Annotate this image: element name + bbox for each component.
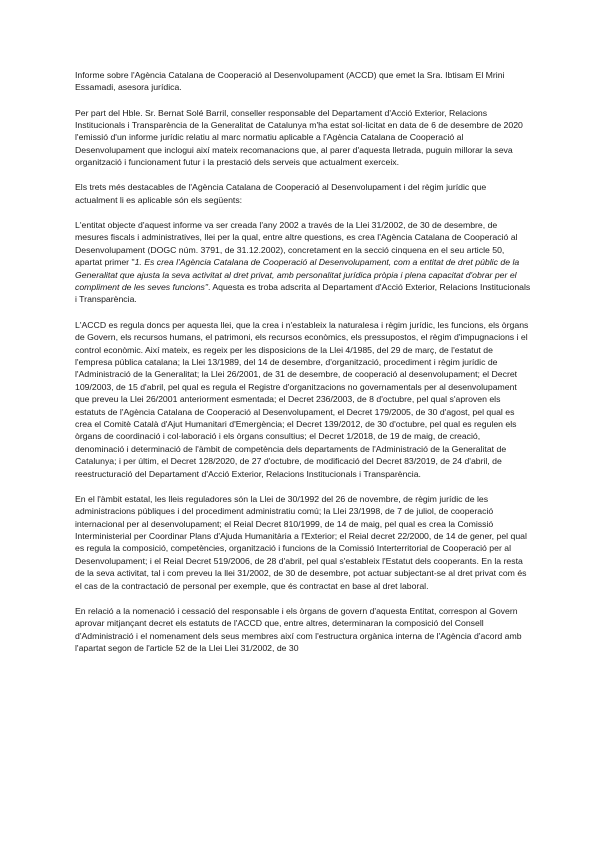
creation-quote: 1. Es crea l'Agència Catalana de Cooperació al Desenvolupament, com a entitat de dret públic de la Generalitat que ajusta la seva activitat al dret privat, amb personalitat jurídica pròpia i plena capacitat d'obrar per el compliment de les seves funcions" xyxy=(75,257,520,293)
creation-text-b: . Aquesta es troba adscrita al Departament d'Acció Exterior, Relacions Institucionals i Transparència. xyxy=(75,282,531,305)
features-intro-paragraph: Els trets més destacables de l'Agència Catalana de Cooperació al Desenvolupament i del règim jurídic que actualment li es aplicable són els següents: xyxy=(75,182,487,205)
state-regulation-paragraph: En el l'àmbit estatal, les lleis reguladores són la Llei de 30/1992 del 26 de novembre, de règim jurídic de les administracions públiques i del procediment administratiu comú; la Llei 23/1998, de 7 de juliol, de cooperació internacional per al desenvolupament; el Reial Decret 810/1999, de 14 de maig, pel qual es crea la Comissió Interministerial per Coordinar Plans d'Ajuda Humanitària a l'Exterior; el Reial decret 22/2000, de 14 de gener, pel qual es regula la composició, competències, organització i funcions de la Comissió Interterritorial de Cooperació per al Desenvolupament; i el Reial Decret 519/2006, de 28 d'abril, pel qual s'estableix l'Estatut dels cooperants. En la resta de la seva activitat, tal i com preveu la llei 31/2002, de 30 de desembre, pot actuar subjectant-se al dret privat com és el cas de la contractació de personal per exemple, que és contractat en base al dret laboral. xyxy=(75,493,527,591)
creation-paragraph xyxy=(75,219,531,306)
intro-paragraph: Informe sobre l'Agència Catalana de Cooperació al Desenvolupament (ACCD) que emet la Sra. Ibtisam El Mrini Essamadi, asesora jurídica. xyxy=(75,70,505,93)
document-body xyxy=(75,69,531,667)
governance-paragraph: En relació a la nomenació i cessació del responsable i els òrgans de govern d'aquesta Entitat, correspon al Govern aprovar mitjançant decret els estatuts de l'ACCD que, entre altres, determinaran la composició del Consell d'Administració i el nomenament dels seus membres així com l'estructura orgànica interna de l'Agència d'acord amb l'apartat segon de l'article 52 de la Llei Llei 31/2002, de 30 xyxy=(75,605,522,654)
request-paragraph: Per part del Hble. Sr. Bernat Solé Barril, conseller responsable del Departament d'Acció Exterior, Relacions Institucionals i Transparència de la Generalitat de Catalunya m'ha estat sol·licitat en data de 6 de desembre de 2020 l'emissió d'un informe jurídic relatiu al marc normatiu aplicable a l'Agència Catalana de Cooperació al Desenvolupament que inclogui així mateix recomanacions que, al parer d'aquesta lletrada, puguin millorar la seva organització i funcionament futur i la prestació dels serveis que actualment exerceix. xyxy=(75,107,523,168)
creation-text-a: L'entitat objecte d'aquest informe va ser creada l'any 2002 a través de la Llei 31/2002, de 30 de desembre, de mesures fiscals i administratives, llei per la qual, entre altre questions, es crea l'Agència Catalana de Cooperació al Desenvolupament (DOGC núm. 3791, de 31.12.2002), concretament en la secció cinquena en el seu article 50, apartat primer " xyxy=(75,220,518,268)
regulation-paragraph: L'ACCD es regula doncs per aquesta llei, que la crea i n'estableix la naturalesa i règim jurídic, les funcions, els òrgans de Govern, els recursos humans, el patrimoni, els recursos econòmics, els pressupostos, el règim d'impugnacions i el control econòmic. Així mateix, es regeix per les disposicions de la Llei 4/1985, del 29 de març, de l'estatut de l'empresa pública catalana; la Llei 13/1989, del 14 de desembre, d'organització, procediment i règim jurídic de l'Administració de la Generalitat; la Llei 26/2001, de 31 de desembre, de cooperació al desenvolupament; el Decret 109/2003, de 15 d'abril, pel qual es regula el Registre d'organitzacions no governamentals per al desenvolupament que preveu la Llei 26/2001 anteriorment esmentada; el Decret 236/2003, de 8 d'octubre, pel qual s'aproven els estatuts de l'Agència Catalana de Cooperació al Desenvolupament, el Decret 179/2005, de 30 d'agost, pel qual es crea el Comitè Català d'Ajut Humanitari d'Emergència; el Decret 139/2012, de 30 d'octubre, pel qual es regulen els òrgans de coordinació i col·laboració i els òrgans consultius; el Decret 1/2018, de 19 de maig, de creació, denominació i determinació de l'àmbit de competència dels departaments de l'Administració de la Generalitat de Catalunya; i per últim, el Decret 128/2020, de 27 d'octubre, de modificació del Decret 83/2019, de 24 d'abril, de reestructuració del Departament d'Acció Exterior, Relacions Institucionals i Transparència. xyxy=(75,319,529,479)
